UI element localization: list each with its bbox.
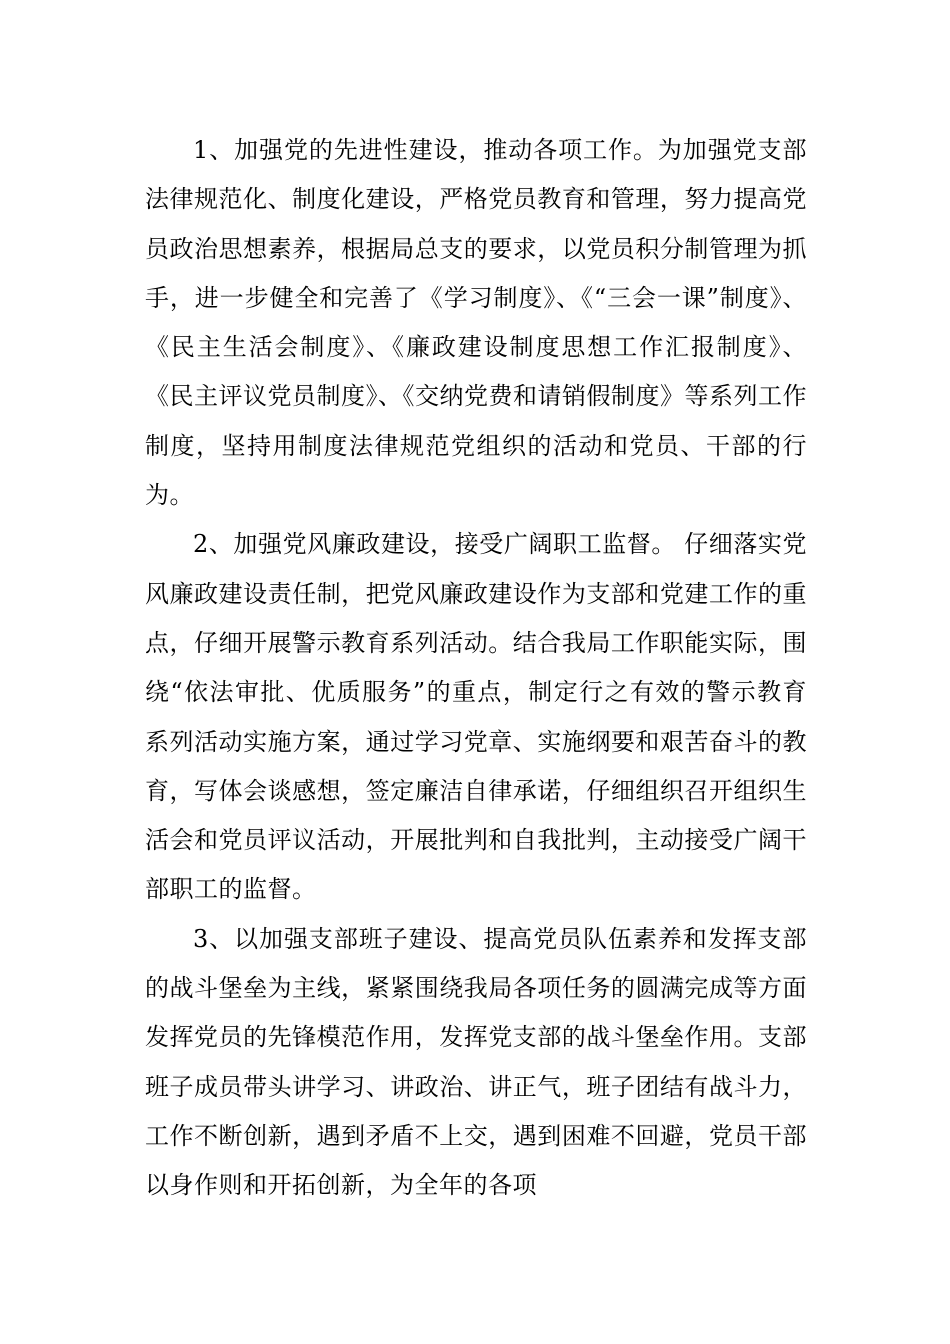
- paragraph-2: 2、加强党风廉政建设，接受广阔职工监督。 仔细落实党风廉政建设责任制，把党风廉政建设作为支部和党建工作的重点，仔细开展警示教育系列活动。结合我局工作职能实际，围绕“依法审批、优质服务”的重点，制定行之有效的警示教育系列活动实施方案，通过学习党章、实施纲要和艰苦奋斗的教育，写体会谈感想，签定廉洁自律承诺，仔细组织召开组织生活会和党员评议活动，开展批判和自我批判，主动接受广阔干部职工的监督。: [145, 530, 807, 904]
- paragraph-3: 3、以加强支部班子建设、提高党员队伍素养和发挥支部的战斗堡垒为主线，紧紧围绕我局各项任务的圆满完成等方面发挥党员的先锋模范作用，发挥党支部的战斗堡垒作用。支部班子成员带头讲学习、讲政治、讲正气，班子团结有战斗力，工作不断创新，遇到矛盾不上交，遇到困难不回避，党员干部以身作则和开拓创新，为全年的各项: [145, 924, 807, 1200]
- paragraph-1: 1、加强党的先进性建设，推动各项工作。为加强党支部法律规范化、制度化建设，严格党员教育和管理，努力提高党员政治思想素养，根据局总支的要求，以党员积分制管理为抓手，进一步健全和完善了《学习制度》、《“三会一课”制度》、《民主生活会制度》、《廉政建设制度思想工作汇报制度》、《民主评议党员制度》、《交纳党费和请销假制度》等系列工作制度，坚持用制度法律规范党组织的活动和党员、干部的行为。: [145, 136, 807, 510]
- document-body: [145, 126, 807, 1211]
